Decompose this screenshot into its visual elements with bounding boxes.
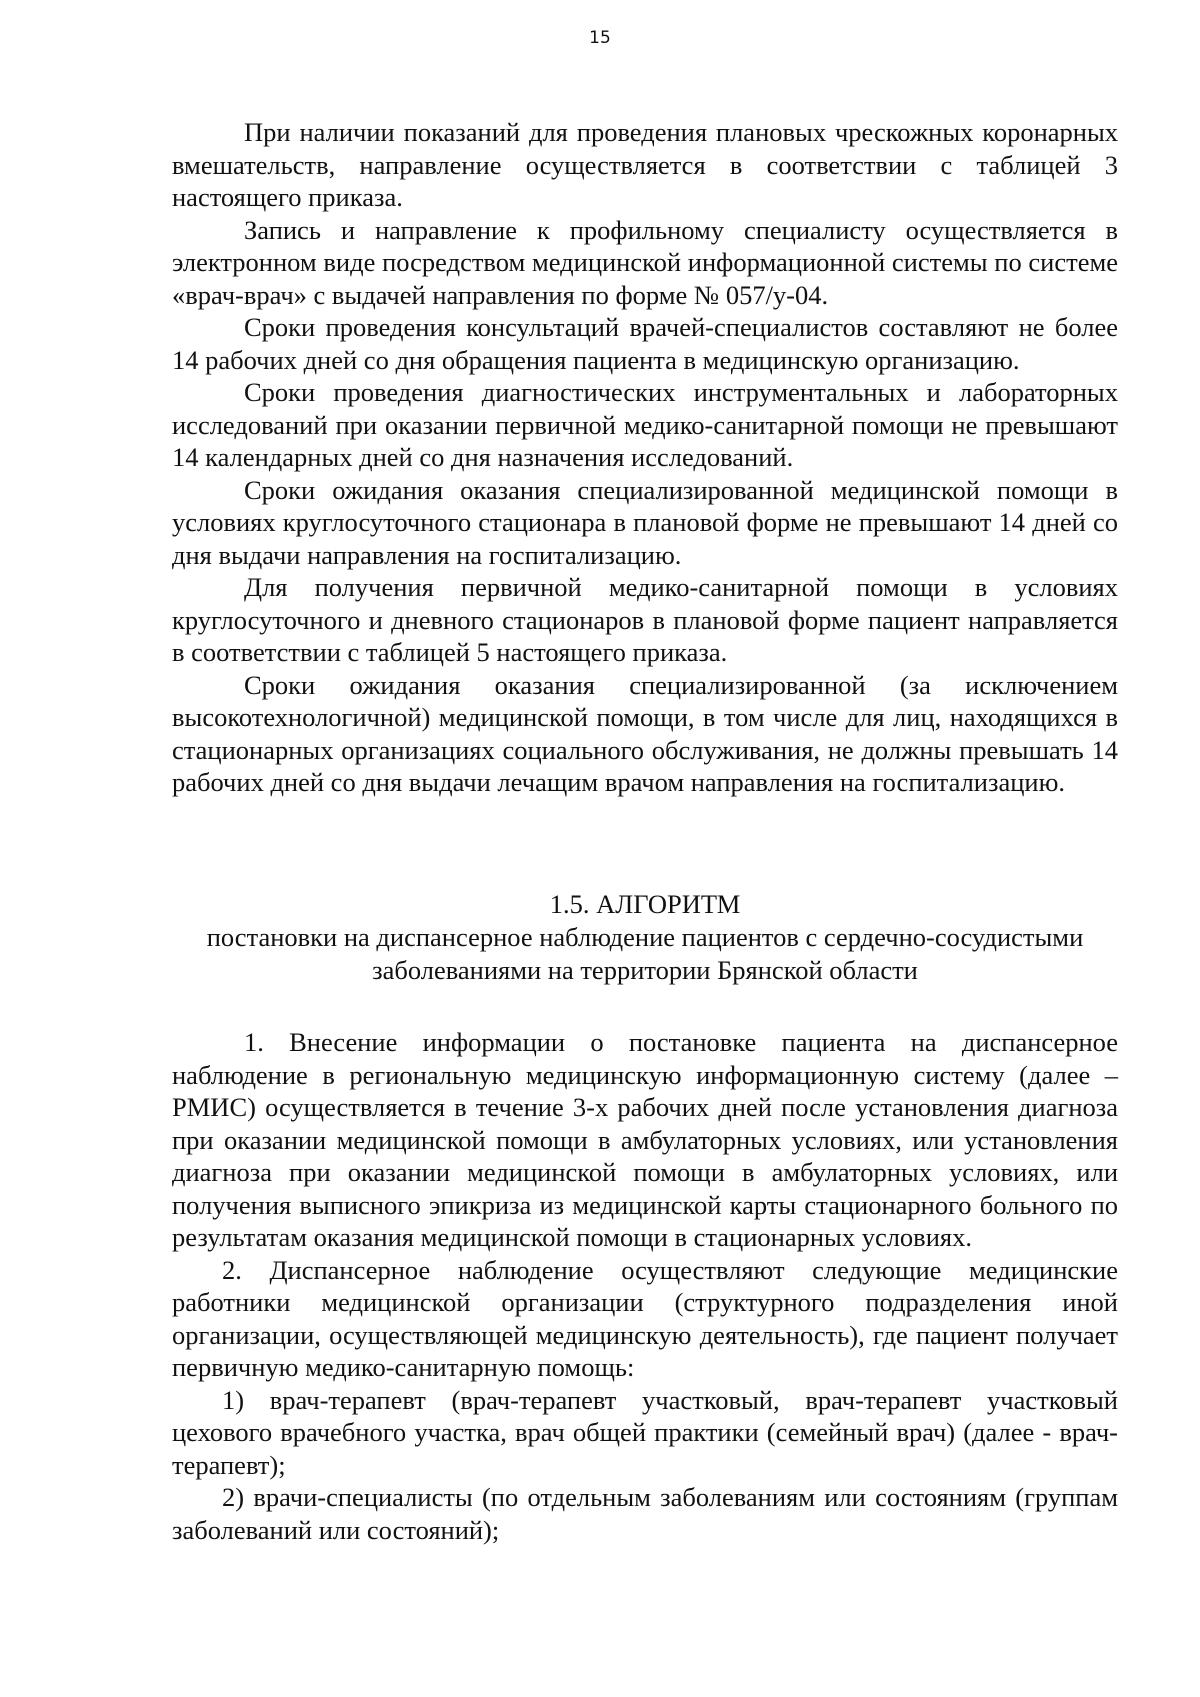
section-title: 1.5. АЛГОРИТМ bbox=[549, 889, 741, 919]
paragraph-specialist-referral: Запись и направление к профильному специалисту осуществляется в электронном виде посредством медицинской информационной системы по системе «врач-врач» с выдачей направления по форме № 057/у-04. bbox=[172, 214, 1118, 310]
numbered-item-1: 1. Внесение информации о постановке пациента на диспансерное наблюдение в региональную медицинскую информационную систему (далее – РМИС) осуществляется в течение 3-х рабочих дней после установления диагноза при оказании медицинской помощи в амбулаторных условиях, или установления диагноза при оказании медицинской помощи в амбулаторных условиях, или получения выписного эпикриза из медицинской карты стационарного больного по результатам оказания медицинской помощи в стационарных условиях. bbox=[172, 1027, 1118, 1252]
paragraph-specialized-care-wait: Сроки ожидания оказания специализированной (за исключением высокотехнологичной) медицинской помощи, в том числе для лиц, находящихся в стационарных организациях социального обслуживания, не должны превышать 14 рабочих дней со дня выдачи лечащим врачом направления на госпитализацию. bbox=[172, 669, 1118, 797]
paragraph-consultation-terms: Сроки проведения консультаций врачей-специалистов составляют не более 14 рабочих дней со дня обращения пациента в медицинскую организацию. bbox=[172, 312, 1118, 375]
page-number: 15 bbox=[589, 28, 611, 48]
sub-item-2: 2) врачи-специалисты (по отдельным заболеваниям или состояниям (группам заболеваний или состояний); bbox=[172, 1482, 1118, 1545]
section-subtitle-line-2: заболеваниями на территории Брянской области bbox=[372, 955, 918, 985]
body-text bbox=[172, 116, 1118, 799]
numbered-list bbox=[172, 1026, 1118, 1546]
paragraph-diagnostic-terms: Сроки проведения диагностических инструментальных и лабораторных исследований при оказании первичной медико-санитарной помощи не превышают 14 календарных дней со дня назначения исследований. bbox=[172, 377, 1118, 472]
section-heading bbox=[172, 888, 1118, 987]
section-subtitle-line-1: постановки на диспансерное наблюдение пациентов с сердечно-сосудистыми bbox=[206, 922, 1084, 952]
sub-item-1: 1) врач-терапевт (врач-терапевт участковый, врач-терапевт участковый цехового врачебного участка, врач общей практики (семейный врач) (далее - врач-терапевт); bbox=[172, 1384, 1118, 1480]
paragraph-pci-referral: При наличии показаний для проведения плановых чрескожных коронарных вмешательств, направление осуществляется в соответствии с таблицей 3 настоящего приказа. bbox=[172, 117, 1118, 212]
numbered-item-2: 2. Диспансерное наблюдение осуществляют следующие медицинские работники медицинской организации (структурного подразделения иной организации, осуществляющей медицинскую деятельность), где пациент получает первичную медико-санитарную помощь: bbox=[172, 1254, 1118, 1382]
paragraph-day-hospital: Для получения первичной медико-санитарной помощи в условиях круглосуточного и дневного стационаров в плановой форме пациент направляется в соответствии с таблицей 5 настоящего приказа. bbox=[172, 572, 1118, 667]
paragraph-inpatient-wait: Сроки ожидания оказания специализированной медицинской помощи в условиях круглосуточного стационара в плановой форме не превышают 14 дней со дня выдачи направления на госпитализацию. bbox=[172, 474, 1118, 570]
